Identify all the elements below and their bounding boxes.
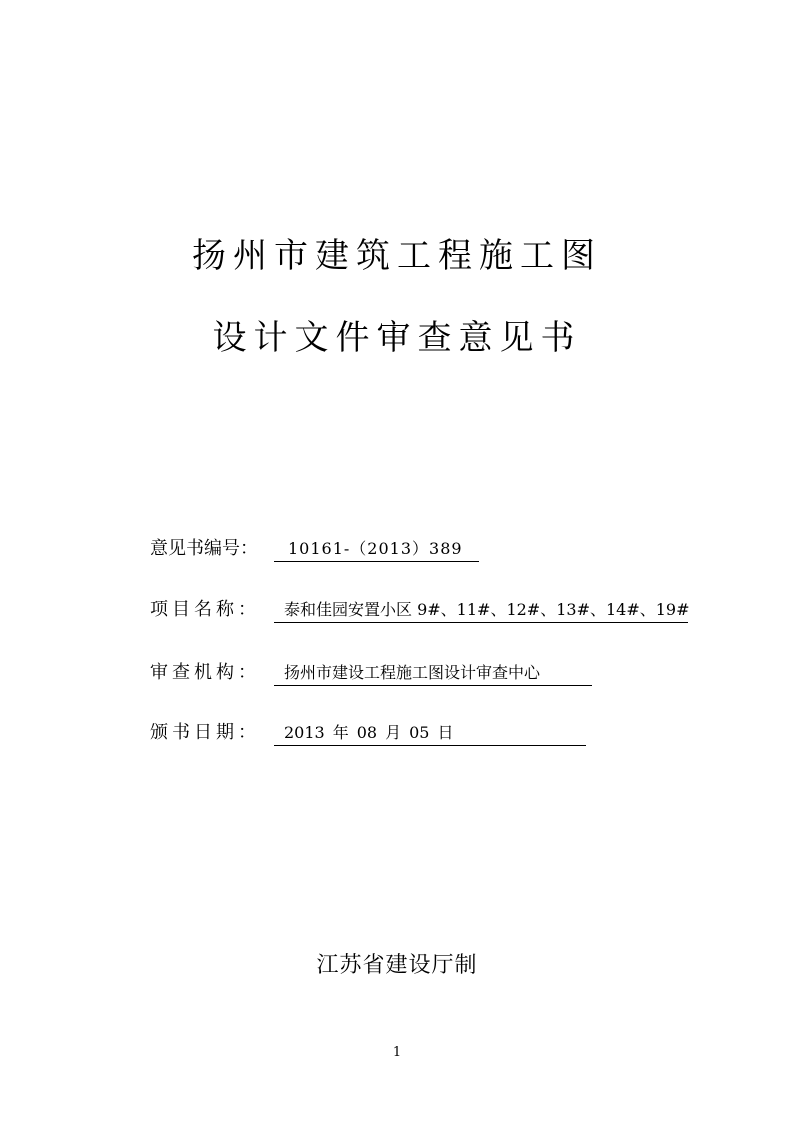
document-title-line-2: 设计文件审查意见书: [212, 318, 582, 358]
issue-date-year-unit: 年: [332, 723, 349, 742]
document-title-line-1: 扬州市建筑工程施工图: [192, 236, 602, 276]
project-name-label: 项目名称：: [150, 599, 260, 620]
issue-date-day: 05: [409, 723, 430, 742]
issue-date-year: 2013: [284, 723, 325, 742]
issue-date-month-unit: 月: [385, 723, 402, 742]
review-organization-value: 扬州市建设工程施工图设计审查中心: [274, 661, 592, 686]
review-organization-label: 审查机构：: [150, 662, 260, 683]
issue-date-value: [274, 721, 586, 746]
opinion-number-label: 意见书编号：: [150, 538, 258, 559]
issue-date-day-unit: 日: [437, 723, 454, 742]
issue-date-label: 颁书日期：: [150, 722, 260, 743]
issuer-footer: 江苏省建设厅制: [316, 953, 478, 978]
page-number: 1: [392, 1045, 402, 1060]
opinion-number-value: 10161-（2013）389: [274, 537, 479, 562]
project-name-value: 泰和佳园安置小区 9#、11#、12#、13#、14#、19#: [274, 598, 688, 623]
issue-date-month: 08: [356, 723, 378, 742]
